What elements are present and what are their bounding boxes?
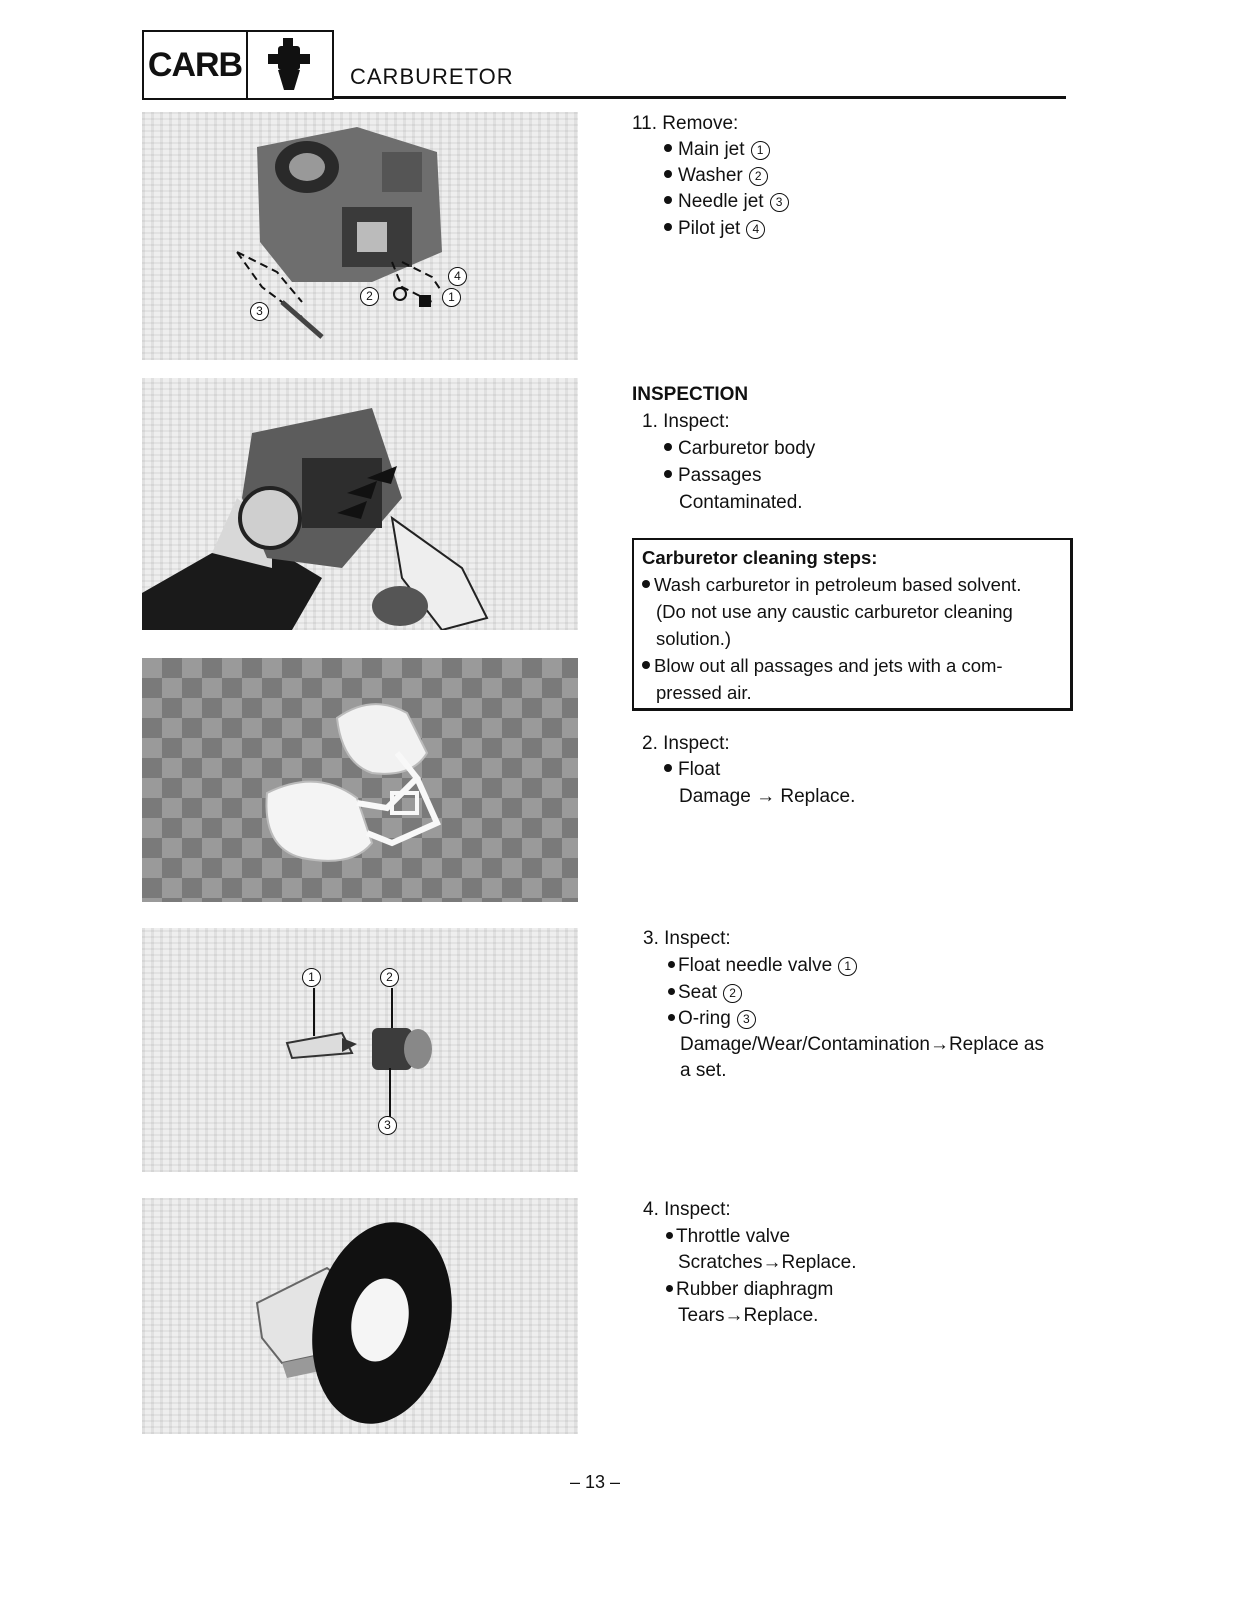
step3-heading: 3. Inspect: xyxy=(643,928,731,949)
list-item: Float xyxy=(664,757,720,784)
list-item: Rubber diaphragm xyxy=(666,1277,833,1304)
callout-3: 3 xyxy=(250,302,269,321)
cleaning-line: (Do not use any caustic carburetor cleaning xyxy=(656,601,1013,622)
list-item: O-ring 3 xyxy=(668,1006,756,1033)
step1-note: Contaminated. xyxy=(679,492,803,513)
figure-needle-valve xyxy=(142,928,578,1172)
step1-heading: 1. Inspect: xyxy=(642,411,730,432)
remove-heading: 11. Remove: xyxy=(632,113,739,134)
callout-1: 1 xyxy=(442,288,461,307)
cleaning-line: Blow out all passages and jets with a com- xyxy=(642,652,1060,679)
callout-2: 2 xyxy=(380,968,399,987)
list-item: Passages xyxy=(664,463,761,490)
carburetor-icon xyxy=(248,32,332,98)
figure-throttle-valve xyxy=(142,1198,578,1434)
step4-note: Scratches→Replace. xyxy=(678,1252,857,1273)
figure-carburetor-body xyxy=(142,378,578,630)
list-item: Float needle valve 1 xyxy=(668,953,857,980)
callout-2: 2 xyxy=(360,287,379,306)
cleaning-steps-box xyxy=(632,538,1073,711)
page-title: CARBURETOR xyxy=(350,64,514,89)
cleaning-line: pressed air. xyxy=(656,682,752,703)
list-item: Main jet 1 xyxy=(664,137,770,164)
list-item: Throttle valve xyxy=(666,1224,790,1251)
header-rule xyxy=(334,96,1066,99)
section-code: CARB xyxy=(144,32,248,98)
list-item: Needle jet 3 xyxy=(664,189,789,216)
step3-note: a set. xyxy=(680,1060,727,1081)
step2-note: Damage → Replace. xyxy=(679,786,856,807)
page-number: – 13 – xyxy=(570,1472,621,1492)
callout-1: 1 xyxy=(302,968,321,987)
cleaning-title: Carburetor cleaning steps: xyxy=(642,547,878,568)
inspection-title: INSPECTION xyxy=(632,384,749,405)
list-item: Carburetor body xyxy=(664,436,815,463)
list-item: Washer 2 xyxy=(664,163,768,190)
step3-note: Damage/Wear/Contamination→Replace as xyxy=(680,1034,1044,1055)
cleaning-line: Wash carburetor in petroleum based solvent. xyxy=(642,571,1060,598)
step2-heading: 2. Inspect: xyxy=(642,733,730,754)
figure-float xyxy=(142,658,578,902)
cleaning-line: solution.) xyxy=(656,628,732,649)
step4-heading: 4. Inspect: xyxy=(643,1199,731,1220)
section-tab xyxy=(142,30,334,100)
step4-note: Tears→Replace. xyxy=(678,1305,819,1326)
callout-4: 4 xyxy=(448,267,467,286)
callout-3: 3 xyxy=(378,1116,397,1135)
figure-jets-removal xyxy=(142,112,578,360)
list-item: Pilot jet 4 xyxy=(664,216,765,243)
list-item: Seat 2 xyxy=(668,980,742,1007)
